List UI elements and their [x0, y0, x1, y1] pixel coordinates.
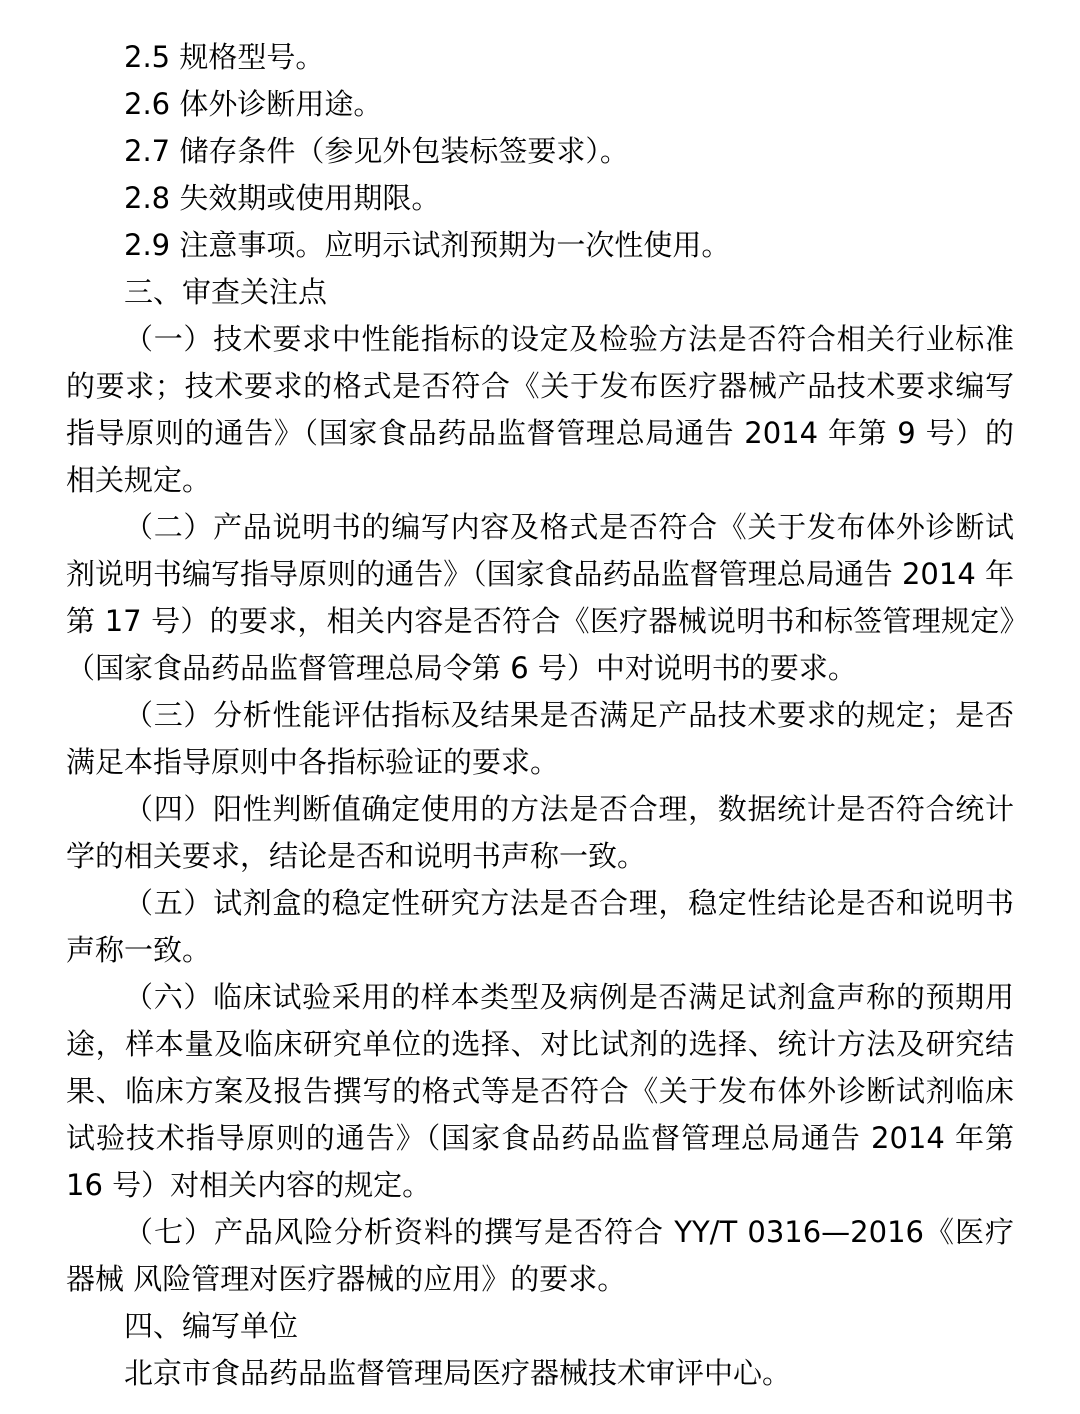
review-point-6: （六）临床试验采用的样本类型及病例是否满足试剂盒声称的预期用途，样本量及临床研究单位的选择、对比试剂的选择、统计方法及研究结果、临床方案及报告撰写的格式等是否符合《关于发布体外诊断试剂临床试验技术指导原则的通告》（国家食品药品监督管理总局通告 2014 年第 16 号）对相关内容的规定。 [66, 980, 1014, 1202]
item-2-7: 2.7 储存条件（参见外包装标签要求）。 [124, 134, 629, 168]
review-point-1: （一）技术要求中性能指标的设定及检验方法是否符合相关行业标准的要求；技术要求的格式是否符合《关于发布医疗器械产品技术要求编写指导原则的通告》（国家食品药品监督管理总局通告 2014 年第 9 号）的相关规定。 [66, 322, 1014, 497]
document-page [66, 0, 1014, 1397]
review-point-5: （五）试剂盒的稳定性研究方法是否合理，稳定性结论是否和说明书声称一致。 [66, 886, 1014, 967]
review-point-2: （二）产品说明书的编写内容及格式是否符合《关于发布体外诊断试剂说明书编写指导原则的通告》（国家食品药品监督管理总局通告 2014 年第 17 号）的要求，相关内容是否符合《医疗器械说明书和标签管理规定》（国家食品药品监督管理总局令第 6 号）中对说明书的要求。 [66, 510, 1014, 685]
section-4-body: 北京市食品药品监督管理局医疗器械技术审评中心。 [124, 1356, 792, 1390]
review-point-7: （七）产品风险分析资料的撰写是否符合 YY/T 0316—2016《医疗器械 风险管理对医疗器械的应用》的要求。 [66, 1215, 1014, 1296]
review-point-4: （四）阳性判断值确定使用的方法是否合理，数据统计是否符合统计学的相关要求，结论是否和说明书声称一致。 [66, 792, 1014, 873]
review-point-3: （三）分析性能评估指标及结果是否满足产品技术要求的规定；是否满足本指导原则中各指标验证的要求。 [66, 698, 1014, 779]
item-2-9: 2.9 注意事项。应明示试剂预期为一次性使用。 [124, 228, 731, 262]
section-3-heading: 三、审查关注点 [124, 275, 328, 309]
item-2-5: 2.5 规格型号。 [124, 40, 325, 74]
section-4-heading: 四、编写单位 [124, 1309, 299, 1343]
item-2-6: 2.6 体外诊断用途。 [124, 87, 383, 121]
item-2-8: 2.8 失效期或使用期限。 [124, 181, 441, 215]
